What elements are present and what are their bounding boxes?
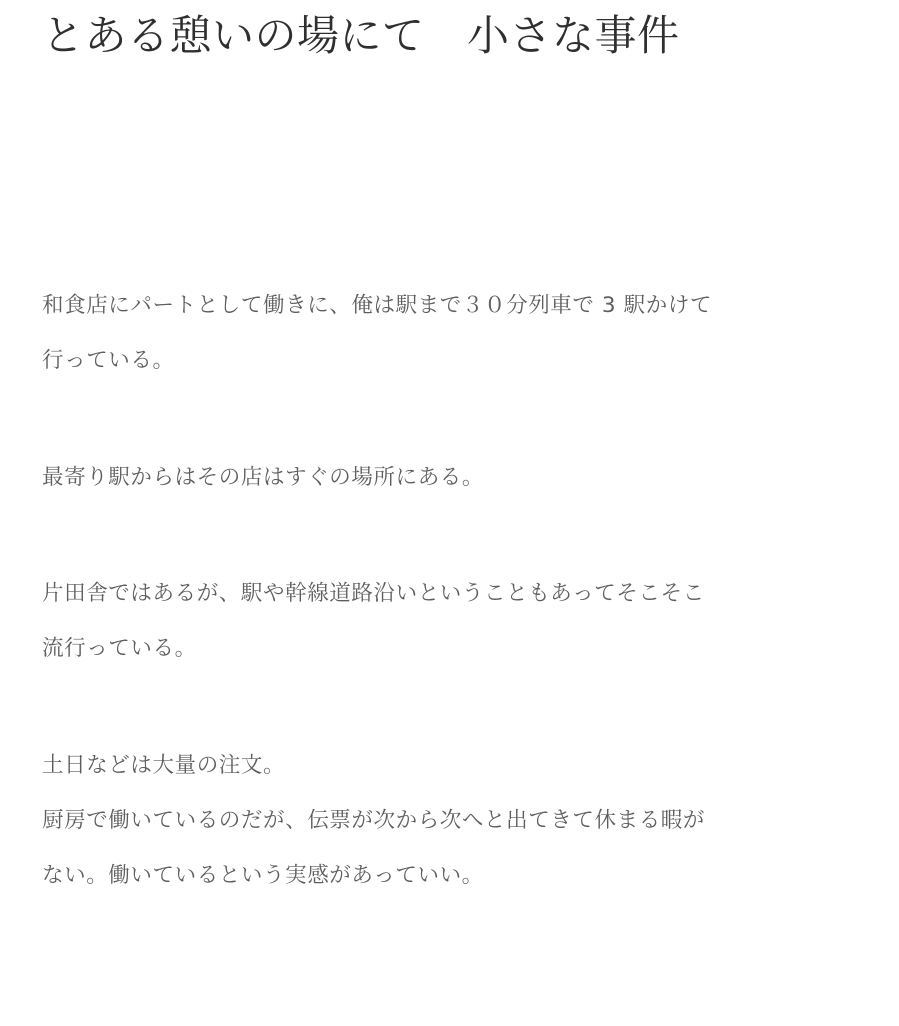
paragraph-line: 土日などは大量の注文。 (42, 752, 286, 778)
paragraph-line: ない。働いているという実感があっていい。 (42, 862, 484, 888)
paragraph-line: 片田舎ではあるが、駅や幹線道路沿いということもあってそこそこ (42, 581, 705, 607)
page-title: とある憩いの場にて 小さな事件 (42, 11, 680, 60)
document-body (42, 279, 857, 904)
paragraph-line: 行っている。 (42, 347, 175, 373)
paragraph-line: 最寄り駅からはその店はすぐの場所にある。 (42, 464, 485, 490)
paragraph (42, 794, 842, 904)
paragraph-line: 厨房で働いているのだが、伝票が次から次へと出てきて休まる暇が (42, 807, 706, 833)
paragraph (42, 451, 842, 506)
paragraph (42, 567, 842, 677)
paragraph (42, 279, 842, 389)
paragraph-line: 和食店にパートとして働きに、俺は駅まで３０分列車で 3 駅かけて (42, 292, 713, 318)
paragraph (42, 739, 842, 794)
paragraph-line: 流行っている。 (42, 636, 197, 662)
